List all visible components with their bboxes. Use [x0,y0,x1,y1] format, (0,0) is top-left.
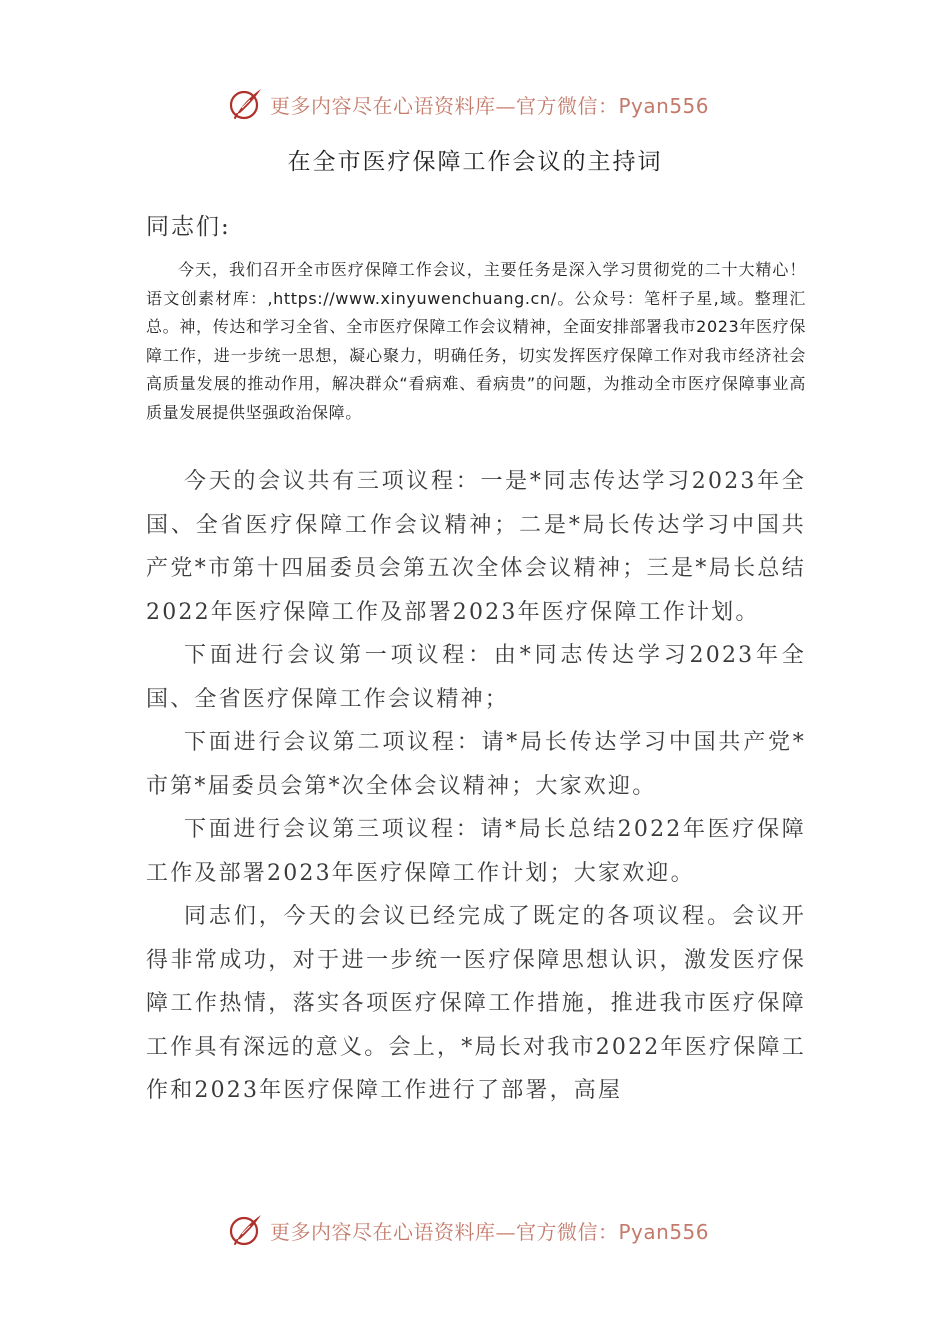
quill-pen-logo-icon [228,86,264,122]
body-paragraph: 下面进行会议第一项议程：由*同志传达学习2023年全国、全省医疗保障工作会议精神； [146,643,806,712]
footer-banner [228,1210,748,1250]
body-paragraph: 下面进行会议第二项议程：请*局长传达学习中国共产党*市第*届委员会第*次全体会议精神；大家欢迎。 [146,730,806,799]
banner-text: 更多内容尽在心语资料库—官方微信：Pyan556 [270,1219,710,1244]
wechat-id: Pyan556 [618,93,710,118]
body-paragraph: 同志们，今天的会议已经完成了既定的各项议程。会议开得非常成功，对于进一步统一医疗保障思想认识，激发医疗保障工作热情，落实各项医疗保障工作措施，推进我市医疗保障工作具有深远的意义。会上，*局长对我市2022年医疗保障工作和2023年医疗保障工作进行了部署，高屋 [146,904,806,1103]
banner-text: 更多内容尽在心语资料库—官方微信：Pyan556 [270,93,710,118]
salutation: 同志们: [146,214,231,240]
body-paragraph: 今天的会议共有三项议程：一是*同志传达学习2023年全国、全省医疗保障工作会议精神；二是*局长传达学习中国共产党*市第十四届委员会第五次全体会议精神；三是*局长总结2022年医疗保障工作及部署2023年医疗保障工作计划。 [146,469,806,625]
document-body [146,460,806,1113]
header-banner [228,84,748,124]
quill-pen-logo-icon [228,1212,264,1248]
body-paragraph: 下面进行会议第三项议程：请*局长总结2022年医疗保障工作及部署2023年医疗保障工作计划；大家欢迎。 [146,817,806,886]
intro-paragraph: 今天，我们召开全市医疗保障工作会议，主要任务是深入学习贯彻党的二十大精心！语文创素材库：,https://www.xinyuwenchuang.cn/。公众号：笔杆子星,域。整理汇总。神，传达和学习全省、全市医疗保障工作会议精神，全面安排部署我市2023年医疗保障工作，进一步统一思想，凝心聚力，明确任务，切实发挥医疗保障工作对我市经济社会高质量发展的推动作用，解决群众“看病难、看病贵”的问题，为推动全市医疗保障事业高质量发展提供坚强政治保障。 [146,260,806,422]
document-title: 在全市医疗保障工作会议的主持词 [287,149,663,175]
wechat-id: Pyan556 [618,1219,710,1244]
